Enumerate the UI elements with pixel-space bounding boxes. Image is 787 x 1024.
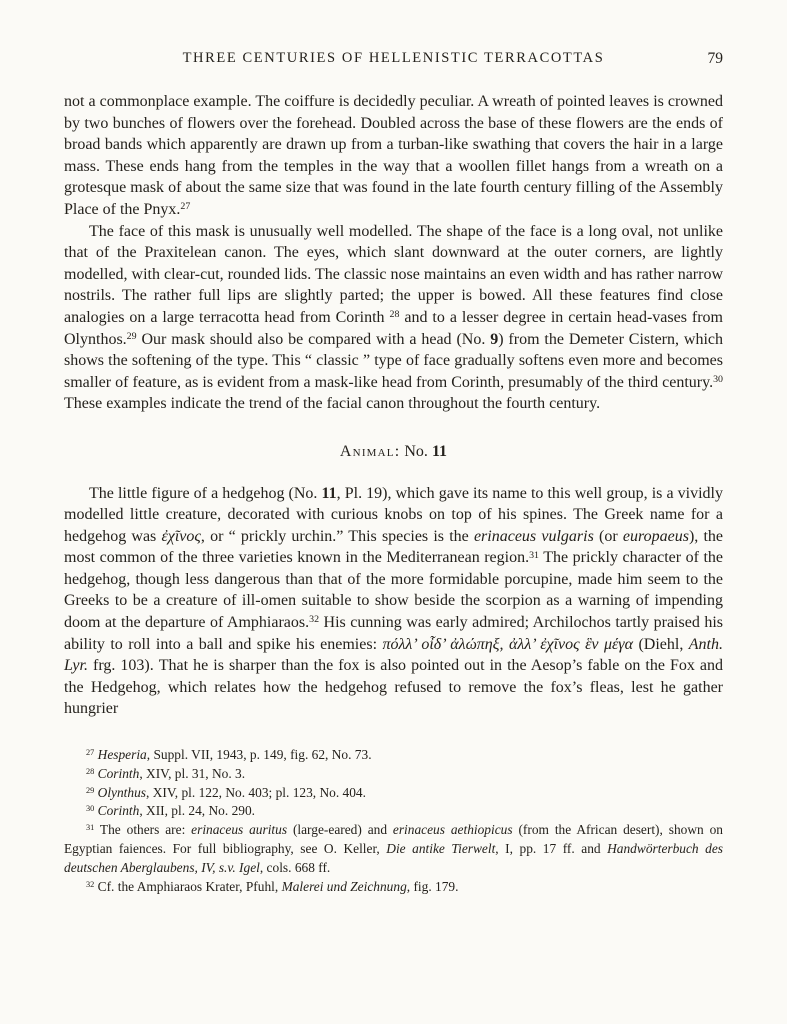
paragraph bbox=[64, 91, 723, 221]
smallcaps-text: Animal: bbox=[339, 442, 401, 460]
text-run: The prickly character of the hedgehog, though less dangerous than that of the more formidable porcupine, made him seem to the Greeks to be a creature of ill-omen suitable to show beside the scorpion as a warning of impending doom at the departure of Amphiaraos. bbox=[64, 549, 724, 632]
italic-text: Corinth bbox=[97, 803, 140, 819]
text-run: , or “ prickly urchin.” This species is the bbox=[200, 527, 474, 545]
running-title: THREE CENTURIES OF HELLENISTIC TERRACOTTAS bbox=[182, 50, 605, 66]
text-run: not a commonplace example. The coiffure is decidedly peculiar. A wreath of pointed leaves is crowned by two bunches of flowers over the forehead. Doubled across the base of these flowers are the ends of broad bands which apparently are drawn up from a turban-like swathing that covers the hair in a large mass. These ends hang from the temples in the way that a woollen fillet hangs from a wreath on a grotesque mask of about the same size that was found in the late fourth century filling of the Assembly Place of the Pnyx. bbox=[64, 93, 723, 218]
text-run: ), the most common of the three varieties known in the Mediterranean region. bbox=[64, 527, 724, 567]
italic-text: erinaceus vulgaris bbox=[473, 527, 594, 545]
footnote bbox=[64, 765, 723, 784]
italic-text: Olynthus bbox=[97, 784, 147, 800]
text-run: , Pl. 19), which gave its name to this well group, is a vividly modelled little creature, decorated with curious knobs on top of his spines. The Greek name for a hedgehog was bbox=[64, 484, 724, 545]
text-run: These examples indicate the trend of the facial canon throughout the fourth century. bbox=[64, 395, 601, 413]
text-run: The little figure of a hedgehog (No. bbox=[89, 484, 322, 502]
greek-text: πόλλ’ οἶδ’ ἀλώπηξ, ἀλλ’ ἐχῖνος ἓν μέγα bbox=[382, 635, 633, 653]
footnote bbox=[64, 784, 723, 803]
section-heading bbox=[64, 441, 723, 463]
text-run: Cf. the Amphiaraos Krater, Pfuhl, bbox=[94, 878, 282, 894]
italic-text: Hesperia bbox=[97, 747, 147, 763]
text-run: (large-eared) and bbox=[287, 822, 393, 838]
italic-text: Corinth bbox=[97, 765, 140, 781]
footnote-ref: 29 bbox=[86, 785, 95, 795]
italic-text: erinaceus aethiopicus bbox=[392, 822, 513, 838]
page-body bbox=[64, 91, 723, 720]
text-run: (Diehl, bbox=[633, 635, 689, 653]
footnote-ref: 29 bbox=[126, 330, 137, 342]
text-run: The others are: bbox=[94, 822, 192, 838]
footnote-ref: 28 bbox=[389, 309, 400, 321]
footnote bbox=[64, 746, 723, 765]
italic-text: europaeus bbox=[622, 527, 689, 545]
footnote bbox=[64, 821, 723, 877]
italic-text: erinaceus auritus bbox=[191, 822, 288, 838]
bold-text: 11 bbox=[431, 442, 448, 460]
text-run: The face of this mask is unusually well modelled. The shape of the face is a long oval, not unlike that of the Praxitelean canon. The eyes, which slant downward at the outer corners, are lightly modelled, with clear-cut, rounded lids. The classic nose maintains an even width and has rather narrow nostrils. The rather full lips are slightly parted; the upper is bowed. All these features find close analogies on a large terracotta head from Corinth bbox=[64, 222, 723, 326]
page-header bbox=[64, 50, 723, 67]
footnote-ref: 27 bbox=[86, 748, 95, 758]
text-run: , XIV, pl. 122, No. 403; pl. 123, No. 404. bbox=[146, 784, 366, 800]
italic-text: Handwörterbuch des deutschen Aberglaubens, IV, s.v. Igel bbox=[64, 841, 724, 875]
greek-text: ἐχῖνος bbox=[161, 527, 201, 545]
text-run: and to a lesser degree in certain head-vases from Olynthos. bbox=[64, 308, 723, 348]
footnote-ref: 30 bbox=[713, 373, 723, 385]
footnote-ref: 30 bbox=[86, 804, 95, 814]
text-run: ) from the Demeter Cistern, which shows the softening of the type. This “ classic ” type of face gradually softens even more and becomes smaller of feature, as is evident from a mask-like head from Corinth, presumably of the third century. bbox=[64, 330, 723, 391]
text-run: No. bbox=[400, 442, 432, 460]
bold-text: 9 bbox=[490, 330, 499, 348]
page-number: 79 bbox=[707, 50, 723, 67]
text-run: (or bbox=[593, 527, 623, 545]
text-run: , Suppl. VII, 1943, p. 149, fig. 62, No. 73. bbox=[146, 747, 372, 763]
footnote-ref: 28 bbox=[86, 766, 95, 776]
footnotes-section bbox=[64, 746, 723, 896]
text-run: , fig. 179. bbox=[406, 878, 459, 894]
bold-text: 11 bbox=[321, 484, 337, 502]
italic-text: Malerei und Zeichnung bbox=[281, 878, 407, 894]
text-run: Our mask should also be compared with a head (No. bbox=[136, 330, 491, 348]
footnote-ref: 32 bbox=[86, 879, 95, 889]
footnote-ref: 31 bbox=[529, 549, 539, 561]
paragraph bbox=[64, 221, 723, 415]
text-run: His cunning was early admired; Archilochos tartly praised his ability to roll into a ball and spike his enemies: bbox=[64, 614, 723, 653]
text-run: , cols. 668 ff. bbox=[259, 859, 331, 875]
text-run: , XIV, pl. 31, No. 3. bbox=[139, 765, 246, 781]
text-run: , I, pp. 17 ff. and bbox=[495, 841, 608, 857]
paragraph bbox=[64, 483, 723, 721]
footnote-ref: 31 bbox=[86, 823, 95, 833]
footnote-ref: 32 bbox=[309, 614, 320, 626]
text-run: , XII, pl. 24, No. 290. bbox=[139, 803, 255, 819]
text-run: frg. 103). That he is sharper than the fox is also pointed out in the Aesop’s fable on the Fox and the Hedgehog, which relates how the hedgehog refused to remove the fox’s fleas, lest he gather hungrier bbox=[64, 657, 723, 718]
italic-text: Anth. Lyr. bbox=[64, 635, 723, 675]
footnote bbox=[64, 878, 723, 897]
footnote bbox=[64, 802, 723, 821]
text-run: (from the African desert), shown on Egyptian faiences. For full bibliography, see O. Keller, bbox=[64, 822, 723, 857]
footnote-ref: 27 bbox=[180, 201, 191, 213]
italic-text: Die antike Tierwelt bbox=[386, 841, 496, 857]
